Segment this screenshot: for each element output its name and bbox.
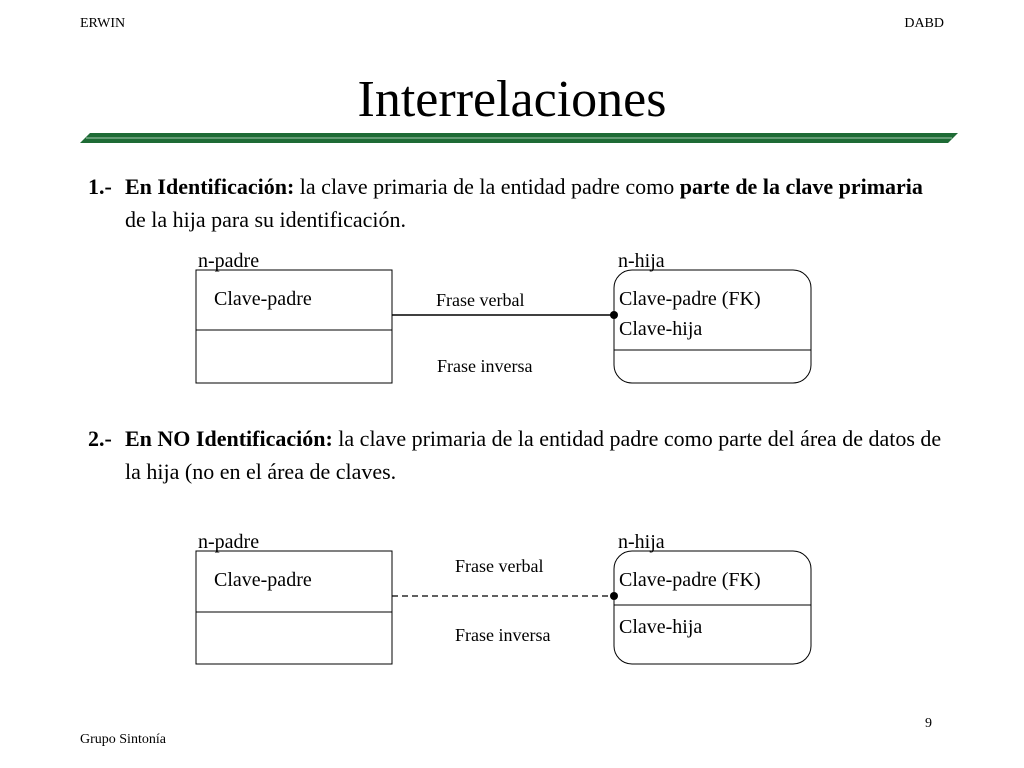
diagram-1-relationship-dot (610, 311, 618, 319)
diagram-1-parent-key: Clave-padre (214, 288, 312, 310)
section-2-text-a: la clave primaria de la entidad padre como parte del área de datos de la hija (no en el área de claves. (125, 426, 942, 484)
diagram-2-inverse-phrase: Frase inversa (455, 625, 551, 645)
diagram-2-child-name: n-hija (618, 531, 665, 553)
diagram-2-parent-entity (196, 551, 392, 664)
section-2-heading: En NO Identificación: (125, 426, 333, 451)
diagram-2-parent-key: Clave-padre (214, 569, 312, 591)
section-1-text-a: la clave primaria de la entidad padre como (294, 174, 680, 199)
page-title: Interrelaciones (357, 71, 667, 128)
header-right: DABD (904, 16, 944, 31)
diagram-2-relationship-dot (610, 592, 618, 600)
diagram-2-verb-phrase: Frase verbal (455, 556, 544, 576)
diagram-1-child-name: n-hija (618, 250, 665, 272)
diagram-1-parent-name: n-padre (198, 250, 260, 272)
diagram-1-child-key-2: Clave-hija (619, 318, 703, 340)
section-1-bold-b: parte de la clave primaria (679, 174, 923, 199)
diagram-1-verb-phrase: Frase verbal (436, 290, 525, 310)
page-number: 9 (925, 716, 932, 731)
section-1-heading: En Identificación: (125, 174, 295, 199)
diagram-1-inverse-phrase: Frase inversa (437, 356, 533, 376)
section-2-text (88, 422, 948, 488)
section-1-number: 1.- (88, 174, 112, 199)
diagram-2-parent-name: n-padre (198, 531, 260, 553)
header-left: ERWIN (80, 16, 126, 31)
section-1-text-b: de la hija para su identificación. (125, 207, 406, 232)
diagram-1-parent-entity (196, 270, 392, 383)
diagram-2-child-key: Clave-padre (FK) (619, 569, 761, 591)
diagram-1-child-key-1: Clave-padre (FK) (619, 288, 761, 310)
footer-left: Grupo Sintonía (80, 732, 166, 747)
section-2-number: 2.- (88, 426, 112, 451)
diagram-2-child-attribute: Clave-hija (619, 616, 703, 638)
diagram-2-child-entity (614, 551, 811, 664)
